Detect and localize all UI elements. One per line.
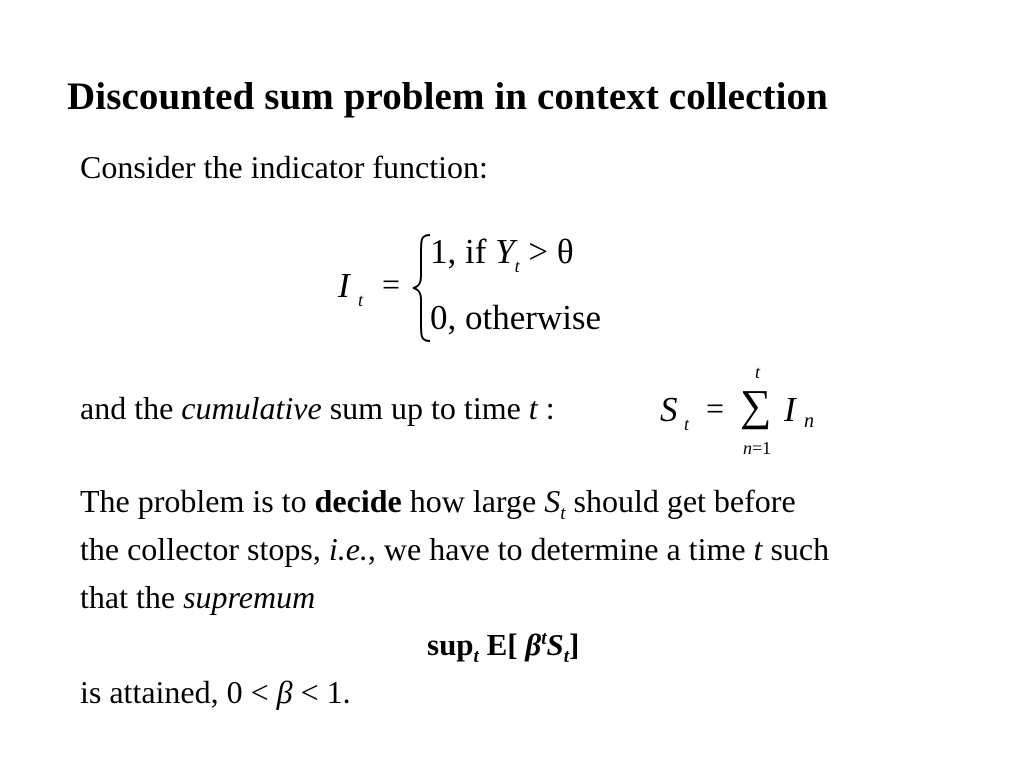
closing-line xyxy=(80,674,351,711)
problem-line1-b: how large xyxy=(401,483,545,519)
sum-term-var: I xyxy=(784,390,796,429)
expectation-open: E[ xyxy=(478,627,526,662)
sigma-icon: ∑ xyxy=(740,381,772,430)
problem-line1-a: The problem is to xyxy=(80,483,315,519)
sum-lower-rest: =1 xyxy=(752,438,772,458)
sup-subscript: t xyxy=(473,646,479,667)
sum-lower-limit xyxy=(743,438,771,459)
indicator-equals: = xyxy=(382,266,401,302)
problem-supremum-emphasis: supremum xyxy=(183,579,316,615)
problem-line2-c: such xyxy=(762,531,830,567)
case1-var: Y xyxy=(495,232,515,271)
problem-line2-var: t xyxy=(753,531,763,567)
closing-text-b: < 1. xyxy=(292,674,351,710)
sum-lhs-subscript: t xyxy=(684,414,690,434)
cumulative-emphasis: cumulative xyxy=(181,390,322,426)
closing-text-a: is attained, 0 < xyxy=(80,674,277,710)
indicator-lhs-var: I xyxy=(338,266,350,305)
problem-line1-var: S xyxy=(544,483,561,519)
closing-beta: β xyxy=(276,674,293,710)
indicator-case-1 xyxy=(430,232,574,276)
time-var: t xyxy=(528,390,538,426)
sum-upper-limit: t xyxy=(755,362,761,382)
sum-equals: = xyxy=(706,390,725,426)
indicator-lhs-subscript: t xyxy=(358,290,364,310)
sum-lower-var: n xyxy=(743,438,752,458)
sup-operator: sup xyxy=(427,627,474,662)
indicator-function-equation xyxy=(330,228,650,348)
cumulative-text-before: and the xyxy=(80,390,182,426)
case1-suffix: > θ xyxy=(519,232,574,271)
sup-s-subscript: t xyxy=(563,646,570,667)
slide-title: Discounted sum problem in context collection xyxy=(67,75,828,118)
cumulative-sum-text xyxy=(80,390,555,427)
sum-lhs-var: S xyxy=(660,390,678,429)
problem-line1-c: should get before xyxy=(565,483,796,519)
beta-superscript: t xyxy=(541,628,547,649)
case1-subscript: t xyxy=(514,256,520,276)
cumulative-sum-equation xyxy=(650,360,850,470)
problem-line-1 xyxy=(80,483,796,524)
supremum-equation xyxy=(427,627,580,667)
problem-line3-a: that the xyxy=(80,579,184,615)
cumulative-colon: : xyxy=(537,390,555,426)
sum-term-subscript: n xyxy=(804,410,814,432)
problem-line-2 xyxy=(80,531,829,568)
case1-prefix: 1, if xyxy=(430,232,496,271)
beta-symbol: β xyxy=(525,627,542,662)
problem-line-3 xyxy=(80,579,315,616)
problem-line1-subscript: t xyxy=(560,503,566,524)
problem-line2-a: the collector stops, xyxy=(80,531,329,567)
indicator-case-2: 0, otherwise xyxy=(430,298,602,337)
problem-line2-ie: i.e. xyxy=(328,531,368,567)
problem-bold-decide: decide xyxy=(314,483,402,519)
cumulative-text-after: sum up to time xyxy=(321,390,529,426)
expectation-close: ] xyxy=(569,627,580,662)
sup-s-var: S xyxy=(546,627,564,662)
problem-line2-b: , we have to determine a time xyxy=(367,531,754,567)
intro-text: Consider the indicator function: xyxy=(80,149,488,185)
